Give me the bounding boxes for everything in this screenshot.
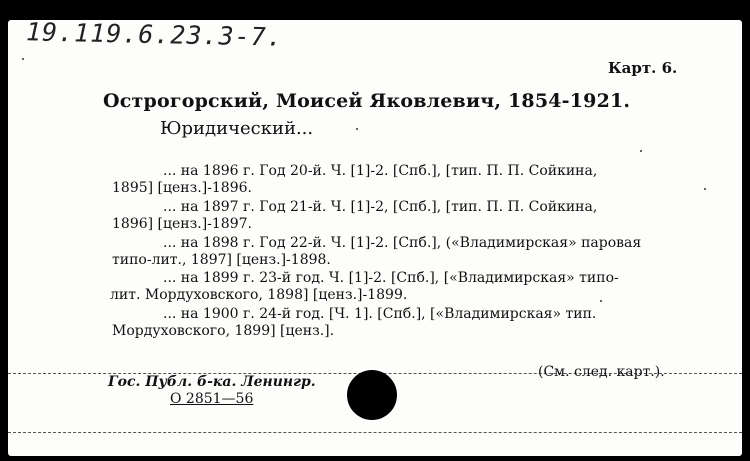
entry-3-line-1: ... на 1898 г. Год 22-й. Ч. [1]-2. [Спб.], («Владимирская» паровая <box>163 235 642 251</box>
entry-2-line-2: 1896] [ценз.]-1897. <box>112 216 252 232</box>
author-heading: Острогорский, Моисей Яковлевич, 1854-1921. <box>103 90 631 112</box>
divider-line-lower <box>8 432 742 433</box>
speck <box>640 150 642 152</box>
entry-3-line-2: типо-лит., 1897] [ценз.]-1898. <box>112 252 331 268</box>
speck <box>22 58 24 60</box>
entry-1-line-2: 1895] [ценз.]-1896. <box>112 180 252 196</box>
library-name: Гос. Публ. б-ка. Ленингр. <box>108 374 316 390</box>
entry-5-line-2: Мордуховского, 1899] [ценз.]. <box>112 323 335 339</box>
punch-hole <box>347 370 397 420</box>
speck <box>704 188 706 190</box>
continued-note: (См. след. карт.). <box>538 364 665 380</box>
entry-4-line-1: ... на 1899 г. 23-й год. Ч. [1]-2. [Спб.], [«Владимирская» типо- <box>163 270 619 286</box>
speck <box>356 128 358 130</box>
entry-1-line-1: ... на 1896 г. Год 20-й. Ч. [1]-2. [Спб.], [тип. П. П. Сойкина, <box>163 163 598 179</box>
entry-2-line-1: ... на 1897 г. Год 21-й. Ч. [1]-2, [Спб.], [тип. П. П. Сойкина, <box>163 199 598 215</box>
entry-5-line-1: ... на 1900 г. 24-й год. [Ч. 1]. [Спб.], [«Владимирская» тип. <box>163 306 597 322</box>
card-number: Карт. 6. <box>608 59 678 77</box>
subject-title: Юридический... <box>160 118 314 139</box>
entry-4-line-2: лит. Мордуховского, 1898] [ценз.]-1899. <box>110 287 408 303</box>
speck <box>600 300 602 302</box>
library-code: О 2851—56 <box>170 391 254 407</box>
handwritten-shelfmark: 19.119.6.23.3-7. <box>25 17 284 52</box>
